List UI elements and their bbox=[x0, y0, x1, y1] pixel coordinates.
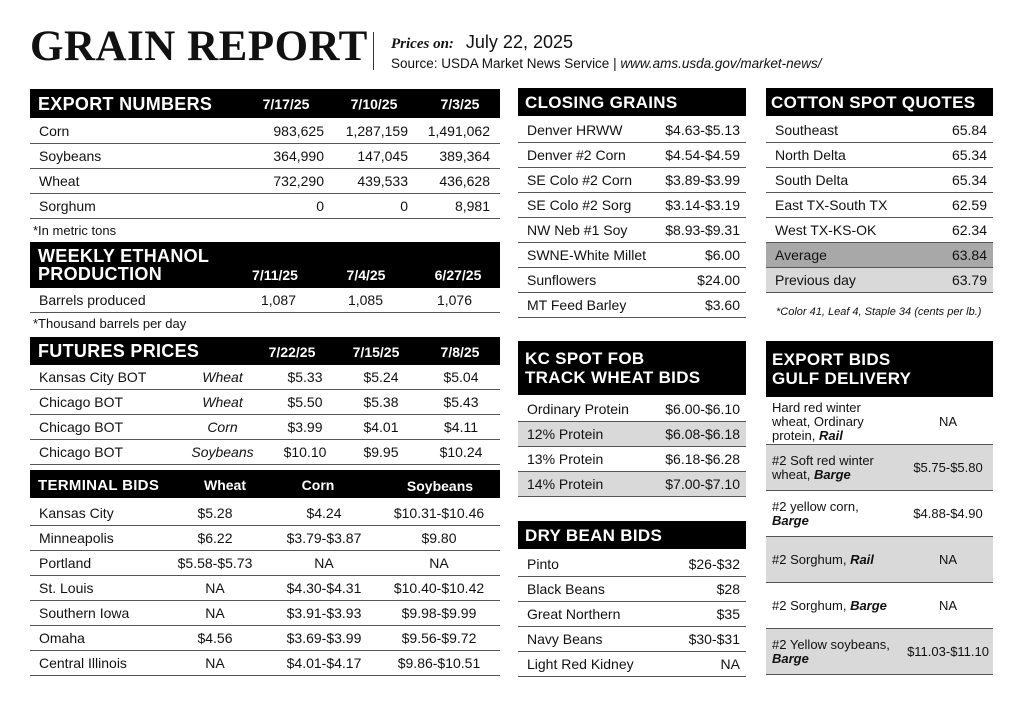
ethanol-col-2: 7/4/25 bbox=[346, 267, 386, 283]
futures-header bbox=[30, 337, 500, 365]
row-value: $4.30-$4.31 bbox=[270, 576, 378, 601]
row-value: 63.84 bbox=[926, 243, 993, 268]
table-row bbox=[30, 119, 500, 144]
row-value: 1,491,062 bbox=[418, 119, 500, 144]
table-row bbox=[30, 651, 500, 676]
table-row bbox=[518, 447, 746, 472]
row-value: 65.34 bbox=[926, 168, 993, 193]
row-value: $3.91-$3.93 bbox=[270, 601, 378, 626]
gulf-mode: Rail bbox=[819, 427, 843, 443]
gulf-commodity: Hard red winter wheat, Ordinary protein, bbox=[772, 399, 864, 443]
row-value: $4.24 bbox=[270, 501, 378, 526]
table-row bbox=[30, 626, 500, 651]
ethanol-header bbox=[30, 242, 500, 288]
row-value: $3.60 bbox=[656, 293, 746, 318]
ethanol-col-3: 6/27/25 bbox=[434, 267, 482, 283]
terminal-table bbox=[30, 501, 500, 676]
row-value: 65.34 bbox=[926, 143, 993, 168]
row-label: Southern Iowa bbox=[30, 601, 160, 626]
gulf-description bbox=[766, 537, 903, 583]
gulf-commodity: #2 Sorghum, bbox=[772, 597, 847, 613]
table-row bbox=[766, 491, 993, 537]
ethanol-row-label: Barrels produced bbox=[30, 288, 235, 313]
row-value: $10.24 bbox=[422, 440, 500, 465]
row-value: 62.34 bbox=[926, 218, 993, 243]
source-separator: | bbox=[613, 56, 617, 71]
table-row bbox=[766, 218, 993, 243]
closing-header bbox=[518, 88, 746, 116]
cotton-note: *Color 41, Leaf 4, Staple 34 (cents per lb.) bbox=[776, 306, 982, 318]
gulf-description bbox=[766, 583, 903, 629]
row-value: $6.00 bbox=[656, 243, 746, 268]
table-row bbox=[518, 218, 746, 243]
export-col-2: 7/10/25 bbox=[350, 96, 398, 112]
row-value: 147,045 bbox=[334, 144, 418, 169]
ethanol-value: 1,087 bbox=[235, 288, 322, 313]
futures-table bbox=[30, 365, 500, 465]
row-value: $3.14-$3.19 bbox=[656, 193, 746, 218]
row-value: $5.38 bbox=[340, 390, 422, 415]
row-value: $5.43 bbox=[422, 390, 500, 415]
row-value: 389,364 bbox=[418, 144, 500, 169]
row-value: 8,981 bbox=[418, 194, 500, 219]
commodity-label: Wheat bbox=[175, 390, 270, 415]
table-row bbox=[518, 193, 746, 218]
row-label: Wheat bbox=[30, 169, 250, 194]
row-value: 0 bbox=[334, 194, 418, 219]
source-line bbox=[391, 56, 821, 71]
row-value: $6.22 bbox=[160, 526, 270, 551]
row-value: $3.79-$3.87 bbox=[270, 526, 378, 551]
ethanol-value: 1,076 bbox=[409, 288, 500, 313]
row-value: $5.24 bbox=[340, 365, 422, 390]
table-row bbox=[518, 627, 746, 652]
row-value: $4.01-$4.17 bbox=[270, 651, 378, 676]
row-label: East TX-South TX bbox=[766, 193, 926, 218]
export-numbers-title: EXPORT NUMBERS bbox=[38, 94, 213, 114]
cotton-table bbox=[766, 118, 993, 293]
gulf-mode: Barge bbox=[813, 466, 851, 482]
kc-spot-title-2: TRACK WHEAT BIDS bbox=[525, 368, 701, 387]
row-value: 62.59 bbox=[926, 193, 993, 218]
report-date: July 22, 2025 bbox=[465, 32, 573, 52]
gulf-commodity: #2 Sorghum, bbox=[772, 551, 847, 567]
table-row bbox=[30, 194, 500, 219]
row-value: $5.33 bbox=[270, 365, 340, 390]
row-value: $10.40-$10.42 bbox=[378, 576, 500, 601]
export-numbers-header bbox=[30, 89, 500, 118]
row-value: $5.58-$5.73 bbox=[160, 551, 270, 576]
market-label: Kansas City BOT bbox=[30, 365, 175, 390]
row-label: SWNE-White Millet bbox=[518, 243, 656, 268]
kc-spot-title-1: KC SPOT FOB bbox=[525, 349, 645, 368]
row-label: Sunflowers bbox=[518, 268, 656, 293]
table-row bbox=[766, 268, 993, 293]
table-row bbox=[30, 501, 500, 526]
gulf-title-2: GULF DELIVERY bbox=[772, 369, 912, 388]
row-value: NA bbox=[160, 601, 270, 626]
table-row bbox=[30, 551, 500, 576]
gulf-commodity: #2 Soft red winter wheat, bbox=[772, 452, 874, 482]
table-row bbox=[518, 168, 746, 193]
row-label: 12% Protein bbox=[518, 422, 656, 447]
table-row bbox=[518, 652, 746, 677]
table-row bbox=[766, 143, 993, 168]
row-value: $26-$32 bbox=[656, 552, 746, 577]
row-label: Pinto bbox=[518, 552, 656, 577]
table-row bbox=[766, 399, 993, 445]
export-note: *In metric tons bbox=[33, 223, 117, 238]
gulf-description bbox=[766, 491, 903, 537]
row-value: $4.88-$4.90 bbox=[903, 491, 993, 537]
row-value: 63.79 bbox=[926, 268, 993, 293]
row-value: NA bbox=[160, 651, 270, 676]
gulf-mode: Barge bbox=[850, 597, 887, 613]
row-value: NA bbox=[903, 583, 993, 629]
row-label: North Delta bbox=[766, 143, 926, 168]
row-value: $6.08-$6.18 bbox=[656, 422, 746, 447]
futures-title: FUTURES PRICES bbox=[38, 341, 200, 361]
market-label: Chicago BOT bbox=[30, 440, 175, 465]
table-row bbox=[30, 365, 500, 390]
market-label: Chicago BOT bbox=[30, 390, 175, 415]
row-value: $3.89-$3.99 bbox=[656, 168, 746, 193]
row-value: $9.56-$9.72 bbox=[378, 626, 500, 651]
row-value: $9.98-$9.99 bbox=[378, 601, 500, 626]
gulf-header bbox=[766, 341, 993, 397]
cotton-title: COTTON SPOT QUOTES bbox=[771, 93, 976, 112]
row-value: $3.99 bbox=[270, 415, 340, 440]
row-label: Ordinary Protein bbox=[518, 397, 656, 422]
row-value: $3.69-$3.99 bbox=[270, 626, 378, 651]
row-value: 0 bbox=[250, 194, 334, 219]
row-value: 65.84 bbox=[926, 118, 993, 143]
cotton-header bbox=[766, 88, 993, 116]
row-label: Light Red Kidney bbox=[518, 652, 656, 677]
row-value: NA bbox=[160, 576, 270, 601]
row-label: Black Beans bbox=[518, 577, 656, 602]
gulf-commodity: #2 Yellow soybeans, bbox=[772, 636, 890, 652]
gulf-title-1: EXPORT BIDS bbox=[772, 350, 891, 369]
table-row bbox=[766, 629, 993, 675]
row-value: $4.56 bbox=[160, 626, 270, 651]
prices-date-line bbox=[391, 32, 573, 53]
table-row bbox=[766, 445, 993, 491]
row-value: 983,625 bbox=[250, 119, 334, 144]
table-row bbox=[30, 601, 500, 626]
ethanol-title-2: PRODUCTION bbox=[38, 264, 162, 284]
row-label: NW Neb #1 Soy bbox=[518, 218, 656, 243]
row-label: Corn bbox=[30, 119, 250, 144]
row-value: 436,628 bbox=[418, 169, 500, 194]
row-value: $5.50 bbox=[270, 390, 340, 415]
table-row bbox=[766, 118, 993, 143]
row-label: 13% Protein bbox=[518, 447, 656, 472]
row-label: Great Northern bbox=[518, 602, 656, 627]
row-label: SE Colo #2 Sorg bbox=[518, 193, 656, 218]
row-label: St. Louis bbox=[30, 576, 160, 601]
market-label: Chicago BOT bbox=[30, 415, 175, 440]
row-value: $6.18-$6.28 bbox=[656, 447, 746, 472]
row-label: SE Colo #2 Corn bbox=[518, 168, 656, 193]
row-value: $10.31-$10.46 bbox=[378, 501, 500, 526]
terminal-header bbox=[30, 470, 500, 498]
row-label: Omaha bbox=[30, 626, 160, 651]
row-label: Kansas City bbox=[30, 501, 160, 526]
row-label: Navy Beans bbox=[518, 627, 656, 652]
table-row bbox=[518, 422, 746, 447]
table-row bbox=[766, 583, 993, 629]
dry-bean-title: DRY BEAN BIDS bbox=[525, 526, 663, 545]
row-label: Minneapolis bbox=[30, 526, 160, 551]
closing-title: CLOSING GRAINS bbox=[525, 93, 678, 112]
table-row bbox=[30, 440, 500, 465]
export-col-3: 7/3/25 bbox=[440, 96, 480, 112]
table-row bbox=[766, 193, 993, 218]
row-value: NA bbox=[903, 399, 993, 445]
row-value: $4.54-$4.59 bbox=[656, 143, 746, 168]
row-label: Soybeans bbox=[30, 144, 250, 169]
row-value: $35 bbox=[656, 602, 746, 627]
row-label: Central Illinois bbox=[30, 651, 160, 676]
row-value: 732,290 bbox=[250, 169, 334, 194]
gulf-commodity: #2 yellow corn, bbox=[772, 498, 859, 514]
table-row bbox=[30, 415, 500, 440]
commodity-label: Soybeans bbox=[175, 440, 270, 465]
row-value: $5.75-$5.80 bbox=[903, 445, 993, 491]
closing-table bbox=[518, 118, 746, 318]
row-label: Denver HRWW bbox=[518, 118, 656, 143]
row-value: $7.00-$7.10 bbox=[656, 472, 746, 497]
table-row bbox=[766, 168, 993, 193]
table-row bbox=[30, 526, 500, 551]
export-col-1: 7/17/25 bbox=[262, 96, 310, 112]
table-row bbox=[518, 602, 746, 627]
gulf-description bbox=[766, 629, 903, 675]
row-value: NA bbox=[656, 652, 746, 677]
table-row bbox=[766, 537, 993, 583]
commodity-label: Wheat bbox=[175, 365, 270, 390]
row-value: $4.01 bbox=[340, 415, 422, 440]
table-row bbox=[518, 397, 746, 422]
gulf-mode: Barge bbox=[772, 512, 809, 528]
row-label: Average bbox=[766, 243, 926, 268]
table-row bbox=[30, 169, 500, 194]
export-numbers-table bbox=[30, 119, 500, 219]
table-row bbox=[518, 472, 746, 497]
row-value: 364,990 bbox=[250, 144, 334, 169]
row-value: $4.11 bbox=[422, 415, 500, 440]
futures-col-3: 7/8/25 bbox=[440, 344, 480, 360]
row-label: MT Feed Barley bbox=[518, 293, 656, 318]
dry-bean-table bbox=[518, 552, 746, 677]
row-label: 14% Protein bbox=[518, 472, 656, 497]
table-row bbox=[766, 243, 993, 268]
ethanol-table bbox=[30, 288, 500, 313]
row-label: Previous day bbox=[766, 268, 926, 293]
ethanol-value: 1,085 bbox=[322, 288, 409, 313]
terminal-title: TERMINAL BIDS bbox=[38, 477, 160, 494]
table-row bbox=[518, 118, 746, 143]
row-value: 1,287,159 bbox=[334, 119, 418, 144]
row-value: NA bbox=[378, 551, 500, 576]
row-label: Southeast bbox=[766, 118, 926, 143]
row-value: $9.80 bbox=[378, 526, 500, 551]
row-label: Sorghum bbox=[30, 194, 250, 219]
gulf-description bbox=[766, 445, 903, 491]
table-row bbox=[30, 144, 500, 169]
row-value: $28 bbox=[656, 577, 746, 602]
gulf-mode: Rail bbox=[850, 551, 874, 567]
prices-on-label: Prices on: bbox=[391, 36, 454, 52]
dry-bean-header bbox=[518, 521, 746, 549]
table-row bbox=[518, 577, 746, 602]
title-divider bbox=[373, 32, 374, 70]
gulf-table bbox=[766, 399, 993, 675]
row-label: Portland bbox=[30, 551, 160, 576]
row-value: $4.63-$5.13 bbox=[656, 118, 746, 143]
row-value: $24.00 bbox=[656, 268, 746, 293]
table-row bbox=[30, 576, 500, 601]
futures-col-1: 7/22/25 bbox=[268, 344, 316, 360]
row-value: $9.86-$10.51 bbox=[378, 651, 500, 676]
row-label: South Delta bbox=[766, 168, 926, 193]
row-value: $5.28 bbox=[160, 501, 270, 526]
row-value: 439,533 bbox=[334, 169, 418, 194]
table-row bbox=[518, 552, 746, 577]
row-value: NA bbox=[903, 537, 993, 583]
gulf-mode: Barge bbox=[772, 650, 809, 666]
row-value: $6.00-$6.10 bbox=[656, 397, 746, 422]
row-value: $11.03-$11.10 bbox=[903, 629, 993, 675]
table-row bbox=[518, 268, 746, 293]
ethanol-note: *Thousand barrels per day bbox=[33, 316, 187, 331]
report-title: GRAIN REPORT bbox=[30, 23, 368, 70]
ethanol-title-1: WEEKLY ETHANOL bbox=[38, 246, 210, 266]
row-label: Denver #2 Corn bbox=[518, 143, 656, 168]
terminal-col-1: Wheat bbox=[204, 477, 246, 493]
kc-spot-header bbox=[518, 341, 746, 395]
commodity-label: Corn bbox=[175, 415, 270, 440]
row-value: $9.95 bbox=[340, 440, 422, 465]
gulf-description bbox=[766, 399, 903, 445]
table-row bbox=[518, 243, 746, 268]
table-row bbox=[30, 390, 500, 415]
row-label: West TX-KS-OK bbox=[766, 218, 926, 243]
row-value: $30-$31 bbox=[656, 627, 746, 652]
source-text: Source: USDA Market News Service bbox=[391, 56, 610, 71]
table-row bbox=[30, 288, 500, 313]
table-row bbox=[518, 143, 746, 168]
source-url[interactable]: www.ams.usda.gov/market-news/ bbox=[620, 56, 822, 71]
kc-spot-table bbox=[518, 397, 746, 497]
table-row bbox=[518, 293, 746, 318]
row-value: $10.10 bbox=[270, 440, 340, 465]
terminal-col-3: Soybeans bbox=[406, 478, 474, 494]
row-value: NA bbox=[270, 551, 378, 576]
futures-col-2: 7/15/25 bbox=[352, 344, 400, 360]
ethanol-col-1: 7/11/25 bbox=[252, 267, 298, 283]
terminal-col-2: Corn bbox=[301, 477, 335, 493]
row-value: $8.93-$9.31 bbox=[656, 218, 746, 243]
row-value: $5.04 bbox=[422, 365, 500, 390]
